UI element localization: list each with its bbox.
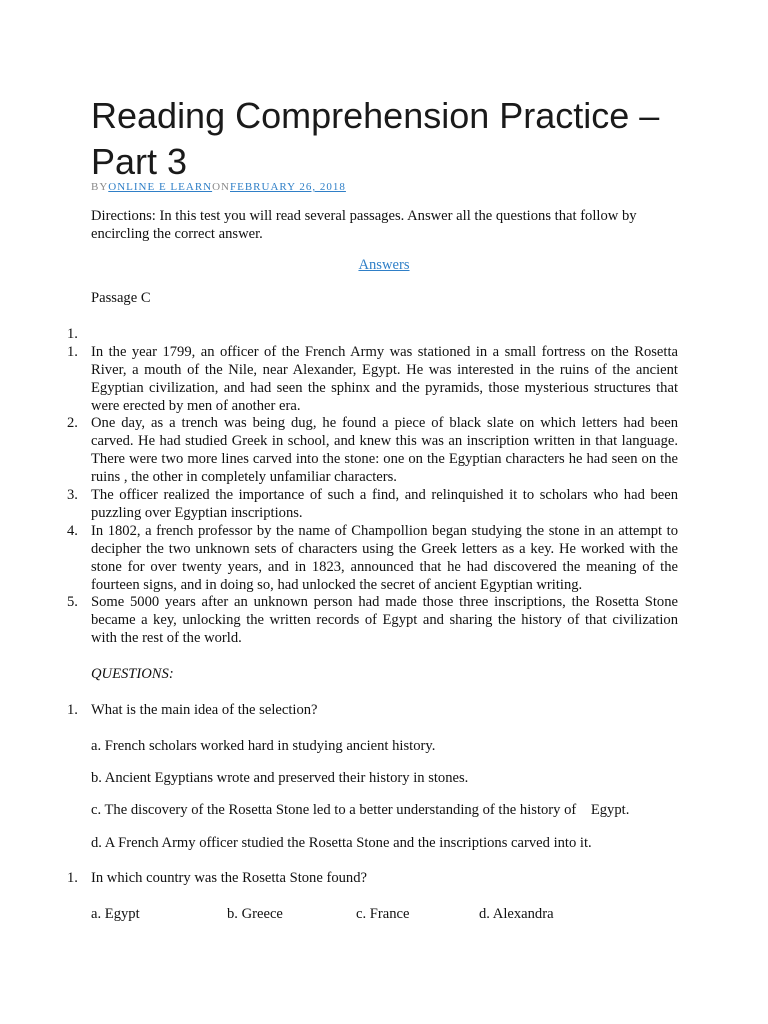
answers-link[interactable]: Answers — [358, 257, 410, 273]
list-number: 5. — [67, 594, 78, 610]
passage-paragraph: In the year 1799, an officer of the French Army was stationed in a small fortress on the Rosetta River, a mouth of the Nile, near Alexander, Egypt. He was interested in the ruins of the ancient Egyptian civilization, and had seen the sphinx and the pyramids, those mysterious structures that were erected by men of another era. — [91, 344, 678, 414]
byline-by: BY — [91, 181, 109, 193]
author-link[interactable]: ONLINE E LEARN — [108, 181, 213, 193]
question-number: 1. — [67, 870, 78, 886]
passage-label: Passage C — [91, 290, 151, 306]
questions-heading: QUESTIONS: — [91, 666, 174, 682]
byline — [91, 181, 346, 193]
question-number: 1. — [67, 702, 78, 718]
answer-option-d: d. Alexandra — [479, 906, 554, 922]
list-number: 4. — [67, 523, 78, 539]
byline-on: ON — [212, 181, 230, 193]
passage-paragraph: One day, as a trench was being dug, he found a piece of black slate on which letters had been carved. He had studied Greek in school, and knew this was an inscription written in that language. There were two more lines carved into the stone: one on the Egyptian characters he had seen on the ruins , the other in completely unfamiliar characters. — [91, 415, 678, 485]
directions-text: Directions: In this test you will read several passages. Answer all the questions that follow by encircling the correct answer. — [91, 208, 637, 242]
question-text: In which country was the Rosetta Stone found? — [91, 870, 368, 886]
answer-option-a: a. Egypt — [91, 906, 140, 922]
answer-option-c: c. France — [356, 906, 410, 922]
passage-paragraph: In 1802, a french professor by the name of Champollion began studying the stone in an attempt to decipher the two unknown sets of characters using the Greek letters as a key. He worked with the stone for over twenty years, and in 1823, announced that he had discovered the meaning of the fourteen signs, and in doing so, had unlocked the secret of ancient Egyptian writing. — [91, 523, 678, 593]
answer-option-c: c. The discovery of the Rosetta Stone led to a better understanding of the history of Egypt. — [91, 802, 630, 818]
empty-list-number: 1. — [67, 326, 78, 342]
passage-paragraph: The officer realized the importance of such a find, and relinquished it to scholars who had been puzzling over Egyptian inscriptions. — [91, 487, 678, 521]
page-title: Reading Comprehension Practice – Part 3 — [91, 95, 660, 182]
list-number: 3. — [67, 487, 78, 503]
list-number: 2. — [67, 415, 78, 431]
passage-paragraph: Some 5000 years after an unknown person had made those three inscriptions, the Rosetta Stone became a key, unlocking the written records of Egypt and sharing the history of that civilization with the rest of the world. — [91, 594, 678, 646]
answer-option-d: d. A French Army officer studied the Rosetta Stone and the inscriptions carved into it. — [91, 835, 592, 851]
answer-option-a: a. French scholars worked hard in studying ancient history. — [91, 738, 436, 754]
answer-option-b: b. Ancient Egyptians wrote and preserved their history in stones. — [91, 770, 469, 786]
list-number: 1. — [67, 344, 78, 360]
answer-option-b: b. Greece — [227, 906, 283, 922]
question-text: What is the main idea of the selection? — [91, 702, 318, 718]
date-link[interactable]: FEBRUARY 26, 2018 — [230, 181, 346, 193]
